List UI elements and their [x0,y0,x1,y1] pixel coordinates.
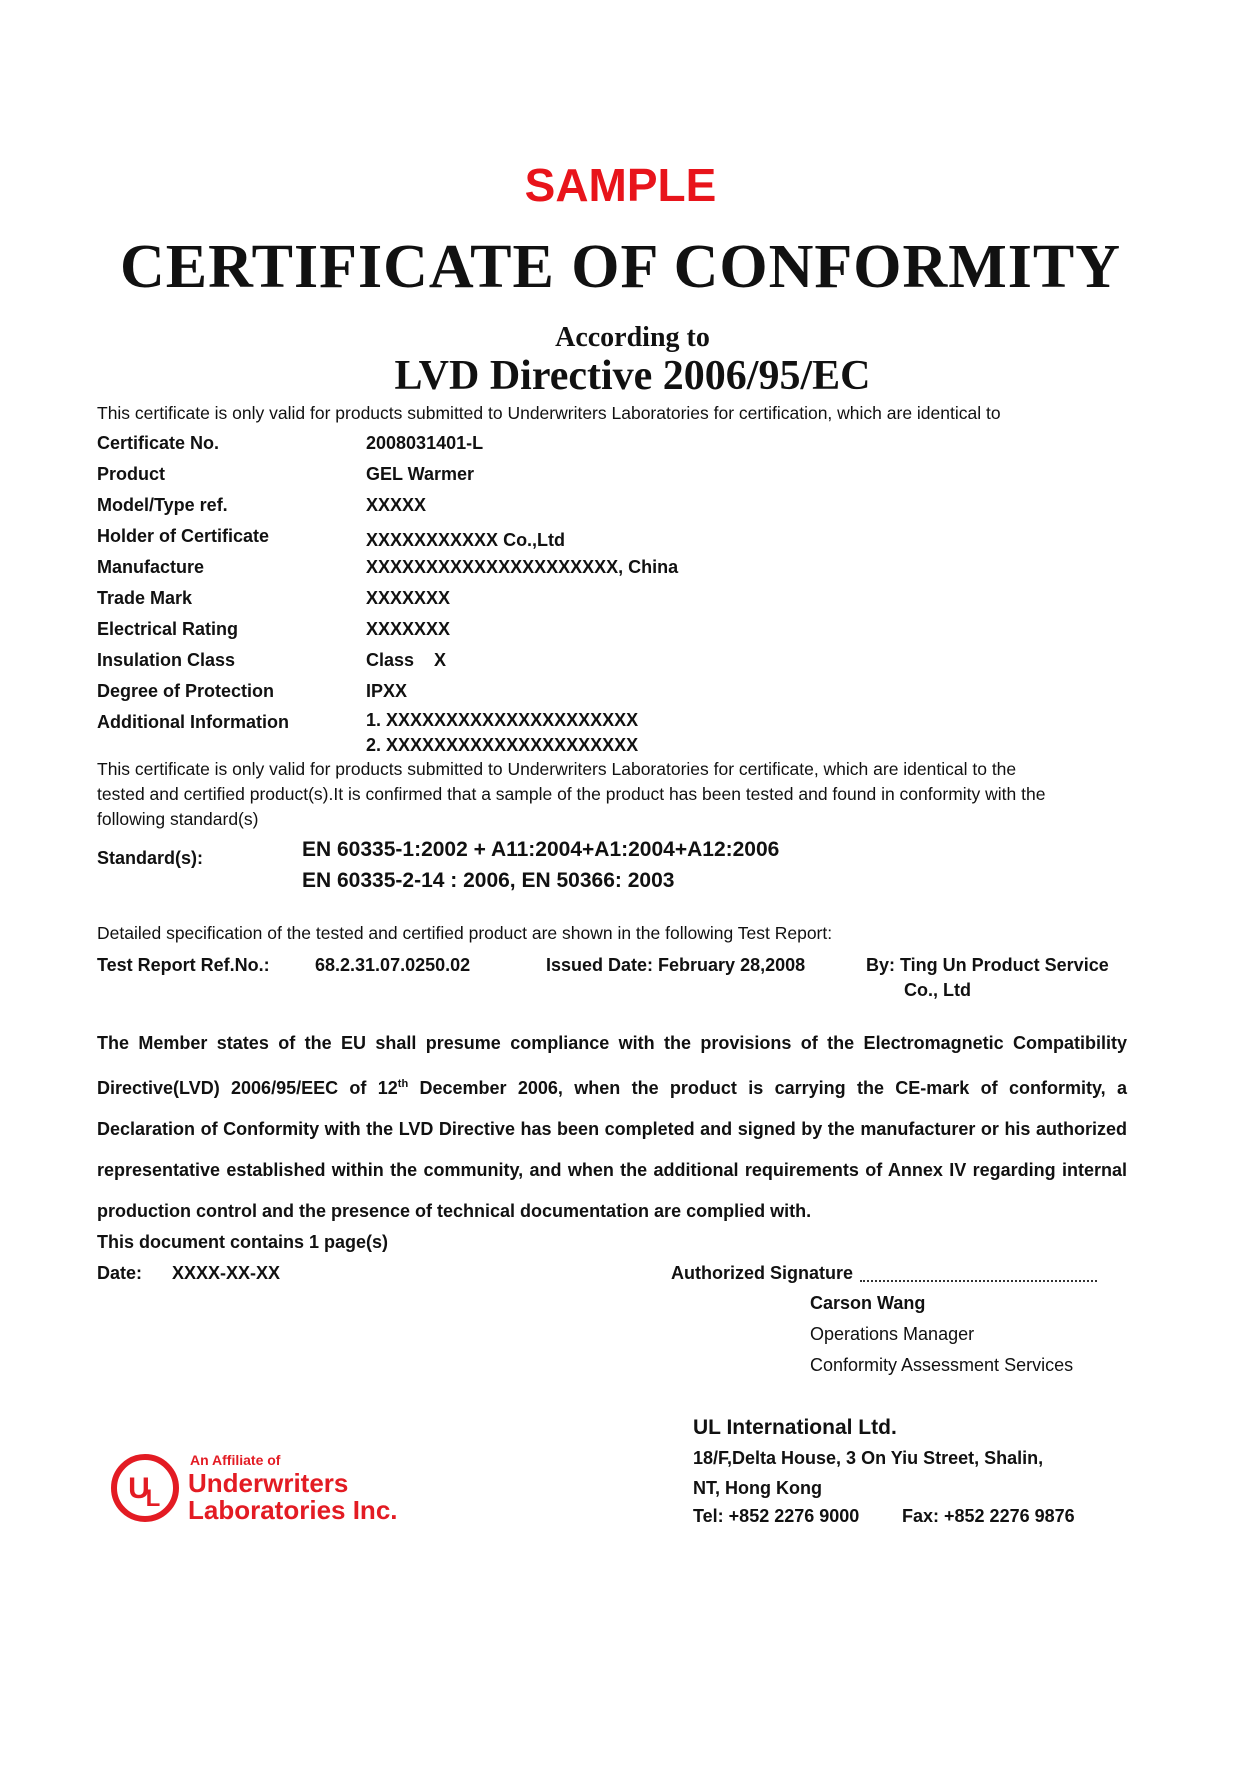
certificate-title: CERTIFICATE OF CONFORMITY [119,233,1122,301]
certificate-no-value: 2008031401-L [366,433,484,453]
ul-logo [108,1446,408,1526]
ul-mark-u: U [128,1472,150,1505]
company-tel: Tel: +852 2276 9000 [693,1506,860,1526]
standards-label: Standard(s): [97,848,204,868]
company-name: UL International Ltd. [693,1416,897,1439]
company-fax: Fax: +852 2276 9876 [902,1506,1075,1526]
date-value: XXXX-XX-XX [172,1263,281,1283]
according-to: According to [555,322,710,353]
certificate-no-label: Certificate No. [97,433,220,453]
company-address-1: 18/F,Delta House, 3 On Yiu Street, Shalin, [693,1448,1044,1468]
compliance-superscript: th [397,1078,409,1090]
validity-line-2: tested and certified product(s).It is confirmed that a sample of the product has been tested and found in conformity with the [97,784,1046,804]
trade-mark-label: Trade Mark [97,588,193,608]
trade-mark-value: XXXXXXX [366,588,451,608]
report-issued-date: Issued Date: February 28,2008 [546,955,806,975]
protection-value: IPXX [366,681,408,701]
standard-line-1: EN 60335-1:2002 + A11:2004+A1:2004+A12:2006 [302,838,780,861]
electrical-rating-value: XXXXXXX [366,619,451,639]
validity-line-1: This certificate is only valid for products submitted to Underwriters Laboratories for certificate, which are identical to the [97,759,1017,779]
document-pages: This document contains 1 page(s) [97,1232,389,1252]
holder-label: Holder of Certificate [97,526,270,546]
report-by-line-2: Co., Ltd [904,980,971,1000]
ul-logo-line-2: Laboratories Inc. [188,1495,398,1525]
additional-info-value-2: 2. XXXXXXXXXXXXXXXXXXXXX [366,735,639,755]
ul-mark-l: L [145,1485,161,1512]
compliance-text-part-2: December 2006, when the product is carrying the CE-mark of conformity, a Declaration of Conformity with the LVD Directive has been completed and signed by the manufacturer or his authorized representative established within the community, and when the additional requirements of Annex IV regarding internal production control and the presence of technical documentation are complied with. [97,1078,1127,1221]
model-value: XXXXX [366,495,427,515]
compliance-text-part-1: The Member states of the EU shall presume compliance with the provisions of the Electromagnetic Compatibility Directive(LVD) 2006/95/EEC of 12 [97,1033,1127,1098]
insulation-class-label: Insulation Class [97,650,236,670]
intro-text: This certificate is only valid for products submitted to Underwriters Laboratories for certification, which are identical to [97,403,1001,423]
sample-watermark: SAMPLE [524,159,717,211]
report-intro: Detailed specification of the tested and certified product are shown in the following Test Report: [97,923,833,943]
ul-logo-line-1: Underwriters [188,1468,349,1498]
signature-label: Authorized Signature [671,1263,854,1283]
date-label: Date: [97,1263,143,1283]
model-label: Model/Type ref. [97,495,228,515]
insulation-class-value: Class X [366,650,447,670]
compliance-paragraph [97,1023,1127,1232]
product-label: Product [97,464,166,484]
report-by-line-1: By: Ting Un Product Service [866,955,1109,975]
report-ref-label: Test Report Ref.No.: [97,955,270,975]
company-address-2: NT, Hong Kong [693,1478,822,1498]
additional-info-value-1: 1. XXXXXXXXXXXXXXXXXXXXX [366,710,639,730]
standard-line-2: EN 60335-2-14 : 2006, EN 50366: 2003 [302,869,675,892]
manufacture-value: XXXXXXXXXXXXXXXXXXXXX, China [366,557,679,577]
validity-line-3: following standard(s) [97,809,259,829]
signatory-department: Conformity Assessment Services [810,1355,1074,1375]
directive-title: LVD Directive 2006/95/EC [394,353,871,399]
ul-mark-icon [108,1446,408,1526]
signature-line [860,1280,1097,1282]
signatory-title: Operations Manager [810,1324,975,1344]
product-value: GEL Warmer [366,464,475,484]
protection-label: Degree of Protection [97,681,275,701]
additional-info-label: Additional Information [97,712,289,732]
ul-affiliate-text: An Affiliate of [190,1452,281,1468]
report-ref-value: 68.2.31.07.0250.02 [315,955,471,975]
manufacture-label: Manufacture [97,557,205,577]
signatory-name: Carson Wang [810,1293,926,1313]
holder-value: XXXXXXXXXXX Co.,Ltd [366,530,566,550]
electrical-rating-label: Electrical Rating [97,619,239,639]
